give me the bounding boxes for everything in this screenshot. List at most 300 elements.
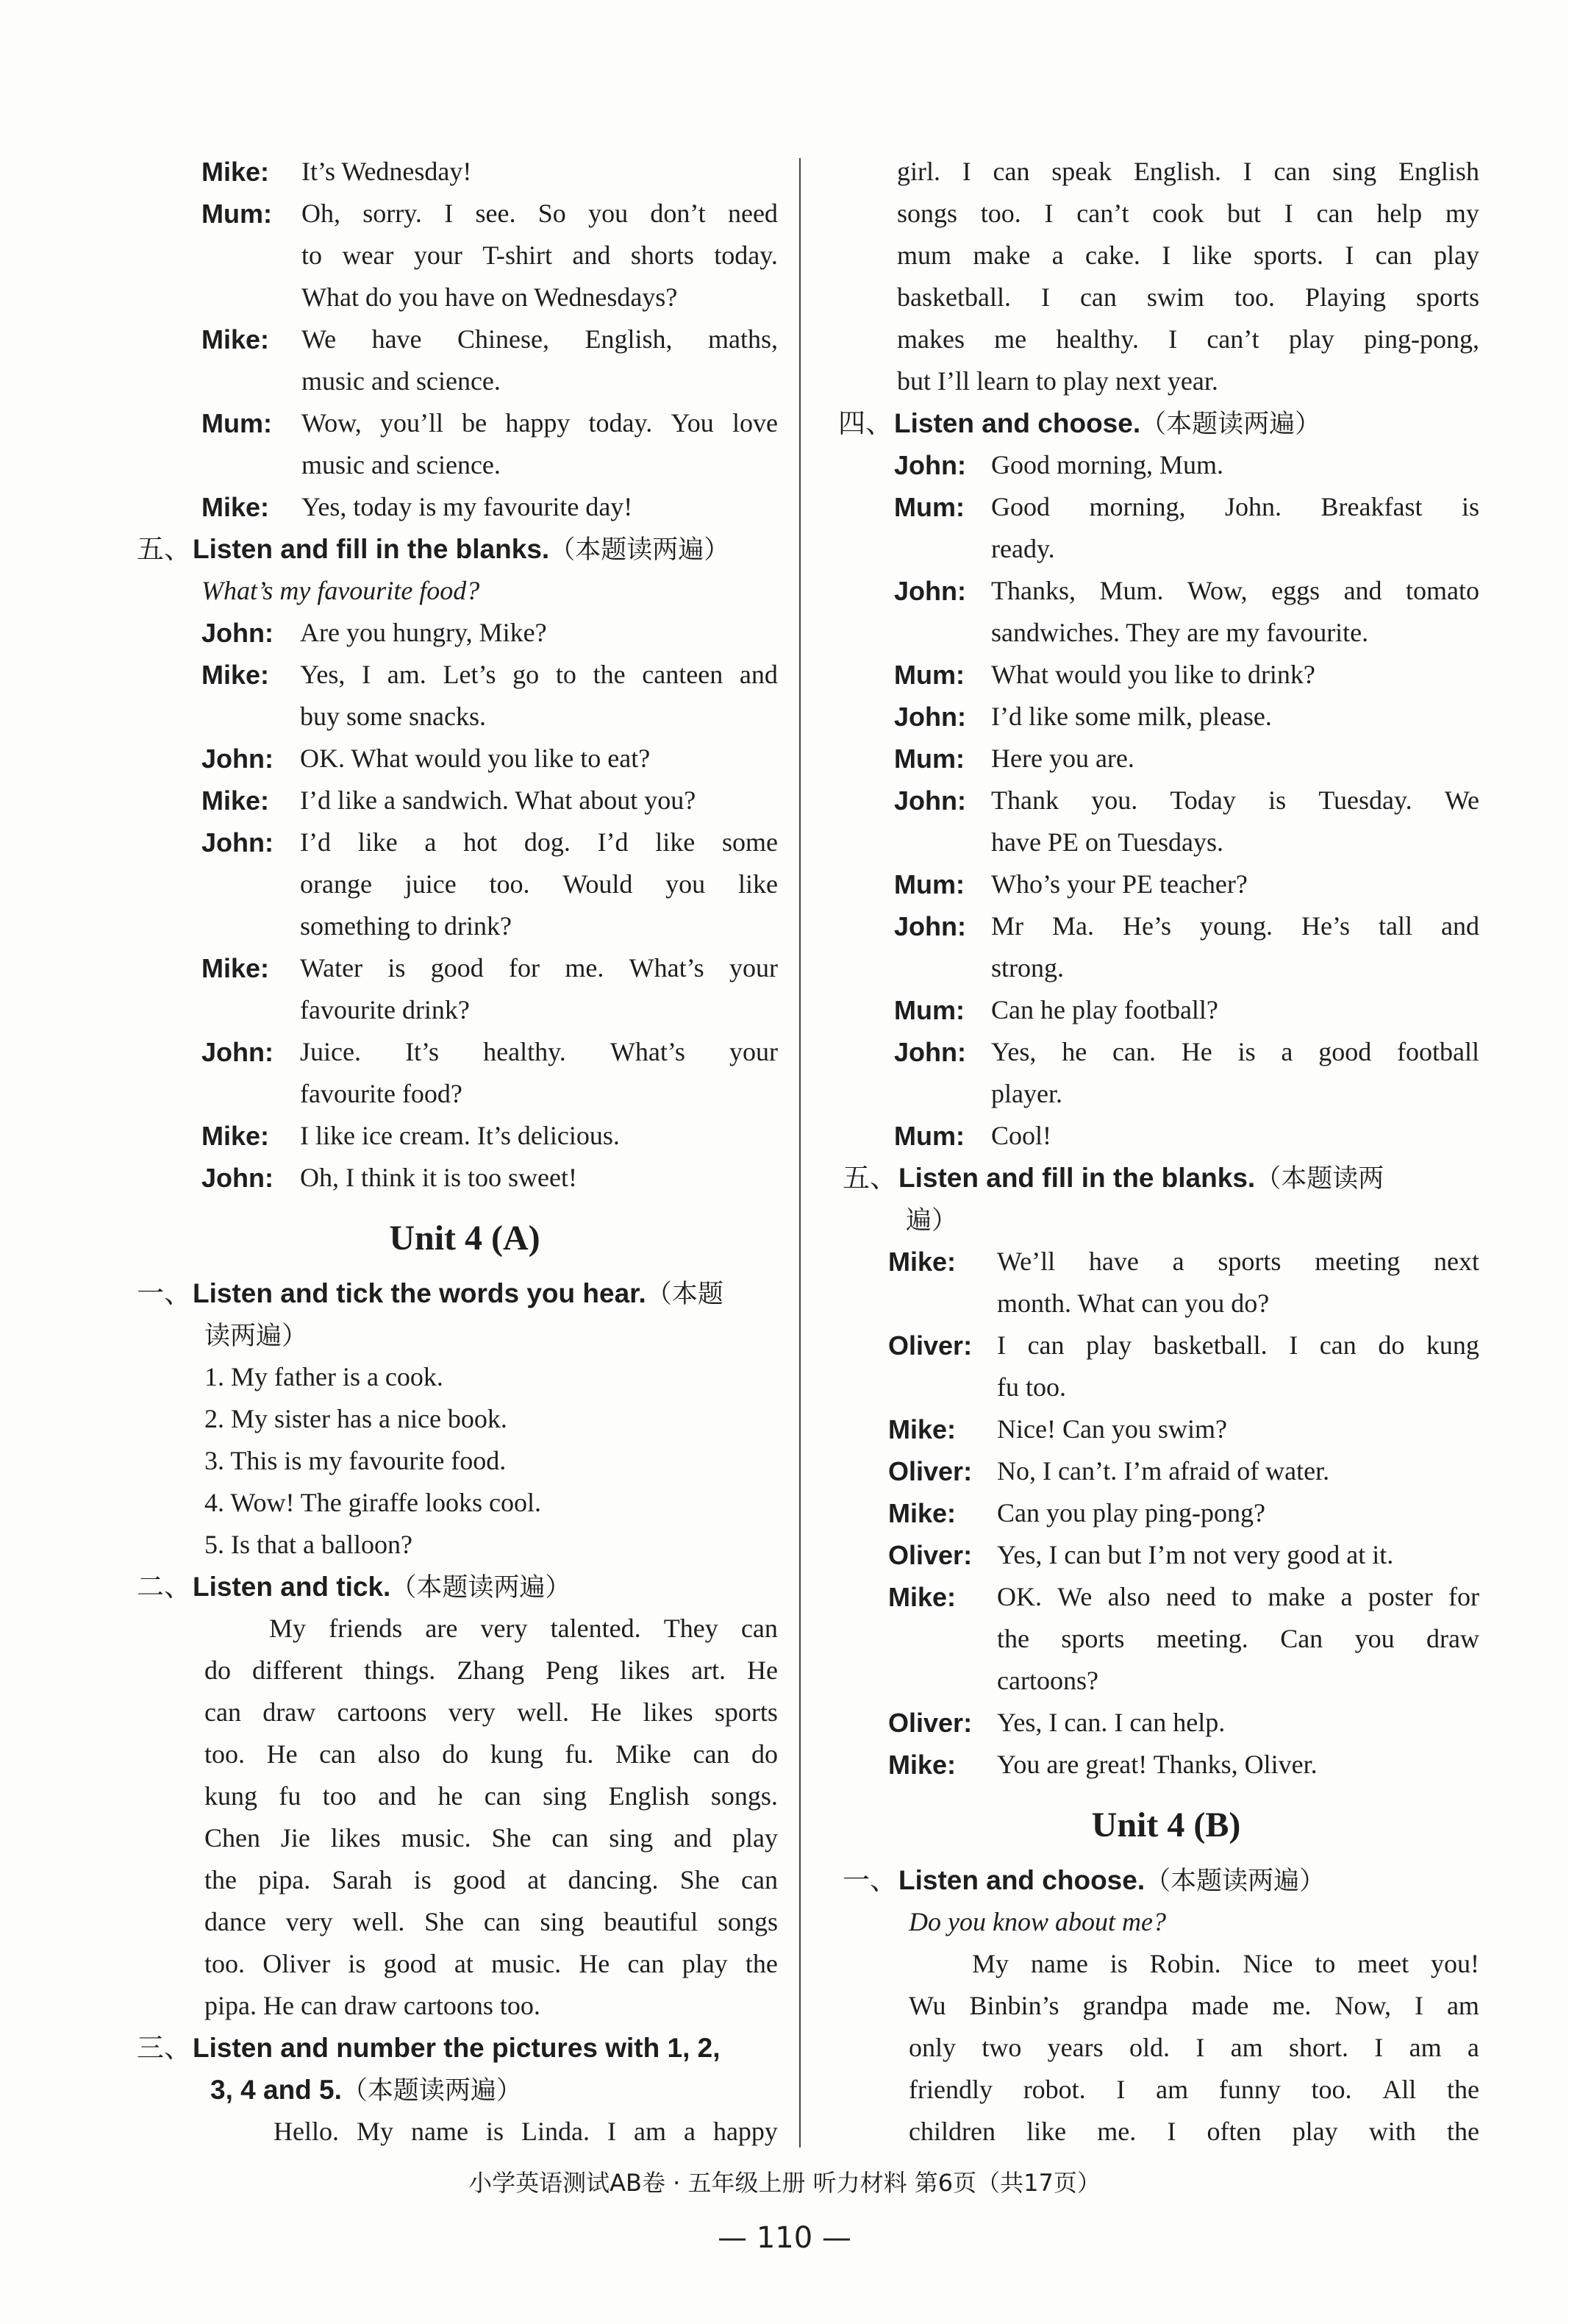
word: morning, [1089,492,1186,521]
speaker-text [997,1702,1479,1744]
word: hot [463,827,498,857]
word: good [1318,1037,1372,1066]
word: today. [714,240,778,270]
section-heading [137,1566,778,1608]
section-title: Listen and choose. [894,408,1141,438]
speaker-name [888,1576,997,1702]
speaker-text [300,612,778,654]
word: Binbin’s [969,1991,1059,2020]
speech-line [991,1031,1479,1073]
word: Let’s [443,660,496,689]
speech-line: something to drink? [300,911,512,941]
speaker-label: Mum [201,408,263,438]
speaker-name [201,947,300,1031]
section-heading-continued [838,1199,1479,1241]
speaker-colon: : [260,324,270,354]
word: can’t [1076,199,1129,228]
word: sing [609,1823,654,1853]
word: can’t [1207,324,1259,354]
speaker-label: Mike [201,492,261,522]
dialogue-line [137,318,778,402]
word: too. [980,199,1021,228]
speaker-label: Mike [201,953,261,983]
dialogue-line [838,570,1479,654]
speaker-colon: : [963,1708,973,1738]
speaker-colon: : [263,408,272,438]
speaker-label: Mike [201,324,261,354]
word: makes [897,324,965,354]
speaker-colon: : [260,492,270,522]
section-title: Listen and tick the words you hear. [193,1278,646,1308]
speaker-name [201,193,301,318]
word: music. [491,1949,562,1978]
section-note: （本题读两遍） [549,535,730,565]
word: We [1444,785,1479,815]
word: songs [717,1907,778,1936]
dialogue-line [838,863,1479,905]
paragraph-line [838,318,1479,360]
speech-line [997,1618,1479,1660]
word: We [1057,1582,1093,1611]
word: can [1079,282,1117,312]
word: play [732,1823,778,1853]
word: music. [401,1823,471,1853]
word: sports [1415,282,1479,312]
word: My [269,1614,307,1643]
word: years [1047,2033,1104,2062]
dialogue-line [838,654,1479,696]
word: can [693,1739,730,1769]
speaker-name [201,318,301,402]
dialogue-line [137,1031,778,1115]
speech-line [991,570,1479,612]
word: Playing [1304,282,1386,312]
word: happy [505,408,571,438]
speaker-colon: : [263,199,272,229]
word: Mike [615,1739,671,1769]
word: I [1284,199,1293,228]
word: the [1447,2075,1479,2104]
word: is [387,953,406,983]
word: you [665,869,706,899]
word: Tuesday. [1318,785,1412,815]
speaker-text [997,1534,1479,1576]
speech-line: Yes, I can. I can help. [997,1708,1226,1737]
word: can [1273,157,1311,186]
word: I [1243,157,1252,186]
dialogue-line [838,1115,1479,1157]
speaker-label: Mum [894,744,956,774]
speech-line: Good morning, Mum. [991,450,1224,480]
speaker-text [300,780,778,821]
word: I’d [597,827,629,857]
word: songs [897,199,958,228]
word: and [739,660,778,689]
speaker-text [991,1115,1479,1157]
speaker-text [301,486,778,528]
speaker-name [894,1115,991,1157]
speaker-name [201,612,300,654]
section-number: 五、 [843,1162,897,1194]
dialogue-line [838,1450,1479,1492]
speaker-colon: : [957,911,966,941]
speaker-name [894,738,991,780]
speech-line: I like ice cream. It’s delicious. [300,1121,620,1150]
word: She [491,1823,532,1853]
word: have [371,324,422,354]
speech-line: It’s Wednesday! [301,157,472,186]
word: a [1467,2033,1479,2062]
dialogue-line [137,821,778,947]
section-heading [838,402,1479,444]
word: So [537,199,566,228]
right-column [838,151,1479,2153]
speaker-colon: : [265,827,274,858]
dialogue-line [137,780,778,821]
word: football [1397,1037,1479,1066]
speaker-text [300,1157,778,1199]
speaker-label: John [201,618,265,648]
speaker-name [888,1325,997,1408]
word: John. [1225,492,1282,521]
word: He [590,1697,622,1727]
word: different [251,1655,343,1685]
speaker-text [997,1576,1479,1702]
word: ping-pong, [1363,324,1479,354]
speaker-label: John [894,576,957,606]
word: at [454,1949,473,1978]
speaker-text [300,947,778,1031]
word: do [442,1739,469,1769]
word: too. [204,1739,246,1769]
word: eggs [1271,576,1320,605]
word: is [1109,1949,1128,1978]
paragraph-line [838,235,1479,277]
speaker-text [991,863,1479,905]
word: They [663,1614,718,1643]
speech-line: I’d like some milk, please. [991,702,1272,731]
speaker-colon: : [265,744,274,774]
word: the [745,1949,778,1978]
word: I [1414,1991,1423,2020]
word: Thank [991,785,1059,815]
speech-line: fu too. [997,1372,1066,1402]
word: sports [714,1697,778,1727]
word: OK. [997,1582,1042,1611]
word: name [411,2117,468,2146]
word: to [1315,1949,1336,1978]
word: friendly [909,2075,993,2104]
word: am [1409,2033,1442,2062]
word: my [1445,199,1479,228]
paragraph-line [838,2111,1479,2153]
speech-line [301,235,778,277]
word: can [741,1865,778,1895]
word: for [1448,1582,1479,1611]
list-item: 1. My father is a cook. [204,1362,443,1391]
word: I [1162,240,1171,270]
speaker-text [300,821,778,947]
speech-line [300,947,778,989]
paragraph-line [137,1859,778,1901]
word: I [1167,2117,1176,2146]
word: likes [643,1697,693,1727]
speaker-text [997,1408,1479,1450]
word: like [1192,240,1232,270]
speech-line: Who’s your PE teacher? [991,869,1248,899]
word: and [673,1823,712,1853]
word: am. [387,660,426,689]
speech-line: buy some snacks. [300,702,486,731]
word: He [266,1739,298,1769]
word: kung [1426,1330,1479,1360]
dialogue-line [137,402,778,486]
speaker-label: Oliver [888,1330,964,1361]
word: only [909,2033,957,2062]
speaker-text [300,738,778,780]
section-title: 3, 4 and 5. [210,2075,342,2105]
dialogue-line [838,1325,1479,1408]
section-number: 三、 [137,2032,191,2064]
word: can [551,1823,589,1853]
word: Juice. [300,1037,361,1066]
word: fu. [565,1739,594,1769]
word: sports [1218,1247,1282,1276]
word: a [1340,1582,1353,1611]
word: basketball. [1153,1330,1268,1360]
word: Hello. [274,2117,339,2146]
word: is [1268,785,1287,815]
speaker-colon: : [963,1330,973,1361]
speaker-name [201,654,300,738]
dialogue-line [838,989,1479,1031]
word: I [997,1330,1006,1360]
word: grandpa [1082,1991,1168,2020]
speaker-name [894,444,991,486]
word: Zhang [457,1655,525,1685]
footer-book-info: 小学英语测试AB卷 · 五年级上册 听力材料 第6页（共17页） [468,2169,1101,2197]
word: Chen [204,1823,260,1853]
speaker-label: Mum [201,199,263,229]
word: draw [1426,1624,1479,1653]
speaker-text [300,1031,778,1115]
speech-line [301,193,778,235]
speaker-colon: : [957,450,966,480]
speaker-name [201,402,301,486]
word: Nice [1243,1949,1293,1978]
word: name [1030,1949,1088,1978]
speech-line [300,821,778,863]
speaker-label: Mike [888,1750,948,1780]
paragraph-line [838,193,1479,235]
speaker-text [997,1241,1479,1325]
word: see. [475,199,516,228]
word: can [1319,1330,1357,1360]
column-divider [799,158,801,2147]
speaker-name [201,738,300,780]
speaker-name [894,780,991,863]
speaker-colon: : [957,702,966,732]
speech-line [991,486,1479,528]
speaker-name [888,1492,997,1534]
word: swim [1146,282,1204,312]
speaker-label: Mike [201,785,261,816]
speaker-name [894,1031,991,1115]
speech-line: Cool! [991,1121,1052,1150]
paragraph-line [137,1817,778,1859]
speech-line [997,1325,1479,1366]
paragraph-line [838,277,1479,318]
word: She [424,1907,465,1936]
word: He [747,1655,778,1685]
word: Now, [1334,1991,1391,2020]
paragraph-line [838,1985,1479,2027]
dialogue-line [838,696,1479,738]
word: too. [1234,282,1275,312]
speaker-label: Oliver [888,1456,964,1486]
word: have [1088,1247,1139,1276]
speaker-colon: : [956,660,965,690]
word: basketball. [897,282,1011,312]
dialogue-line [838,1534,1479,1576]
word: and [378,1781,417,1811]
word: a [1172,1247,1184,1276]
word: a [1281,1037,1293,1066]
word: me. [565,953,604,983]
word: English [1398,157,1479,186]
word: dancing. [568,1865,659,1895]
speech-line: Can you play ping-pong? [997,1498,1265,1528]
word: make [1268,1582,1326,1611]
word: My [356,2117,393,2146]
speaker-label: John [894,702,957,732]
speaker-label: John [894,450,957,480]
word: sing [540,1907,585,1936]
dialogue-line [838,905,1479,989]
word: is [413,1865,432,1895]
word: Thanks, [991,576,1076,605]
word: too. [1311,2075,1352,2104]
speech-line: No, I can’t. I’m afraid of water. [997,1456,1330,1486]
word: healthy. [1056,324,1139,354]
word: also [1107,1582,1151,1611]
speaker-colon: : [956,492,965,522]
speaker-name [888,1408,997,1450]
section-note: （本题 [646,1280,723,1309]
speaker-colon: : [947,1498,957,1528]
section-title: Listen and choose. [898,1865,1146,1895]
word: I [1345,240,1354,270]
word: He’s [1301,911,1350,941]
word: meeting [1315,1247,1401,1276]
word: very [480,1614,528,1643]
word: speak [1051,157,1112,186]
speaker-colon: : [265,1037,274,1067]
word: can [484,1781,521,1811]
section-note: （本题读两遍） [390,1573,571,1603]
speaker-colon: : [947,1750,957,1780]
speaker-name [201,1157,300,1199]
speaker-name [888,1702,997,1744]
word: Peng [546,1655,599,1685]
speech-line: ready. [991,534,1055,563]
dialogue-line [137,1157,778,1199]
section-heading-continued [137,2069,778,2111]
word: can [1027,1330,1065,1360]
word: I [1044,199,1054,228]
speaker-text [991,905,1479,989]
word: be [462,408,487,438]
word: do [204,1655,231,1685]
speaker-name [201,1031,300,1115]
word: My [972,1949,1009,1978]
section-subtitle: Do you know about me? [909,1907,1166,1936]
speech-line: What would you like to drink? [991,660,1315,689]
section-heading [137,1272,778,1314]
word: I [1168,324,1178,354]
word: Oliver [262,1949,331,1978]
word: Yes, [300,660,346,689]
dialogue-line [137,654,778,738]
paragraph-line [137,1692,778,1733]
section-note: （本题读两遍） [1140,410,1321,439]
unit-heading: Unit 4 (B) [1091,1806,1241,1844]
word: the [204,1865,237,1895]
word: but [1227,199,1262,228]
list-item: 2. My sister has a nice book. [204,1404,507,1433]
word: art. [691,1655,726,1685]
word: play [1086,1330,1132,1360]
speaker-label: Mum [894,1121,956,1151]
word: happy [712,2117,778,2146]
word: Robin. [1149,1949,1221,1978]
speech-line: Oh, I think it is too sweet! [300,1163,577,1192]
speaker-label: John [201,1037,265,1067]
speaker-colon: : [260,785,270,816]
speaker-colon: : [963,1540,973,1570]
word: All [1382,2075,1417,2104]
speaker-text [991,1031,1479,1115]
speech-line [300,1031,778,1073]
word: some [721,827,778,857]
speaker-label: Oliver [888,1708,964,1738]
word: meeting. [1156,1624,1248,1653]
word: don’t [650,199,706,228]
word: cake. [1085,240,1140,270]
section-heading [843,1859,1479,1901]
word: draw [262,1697,316,1727]
word: to [301,240,323,270]
speaker-name [201,486,301,528]
speaker-text [991,654,1479,696]
word: Yes, [991,1037,1037,1066]
word: a [683,2117,696,2146]
speaker-label: Mum [894,492,956,522]
speaker-text [301,318,778,402]
word: shorts [630,240,694,270]
speaker-name [888,1241,997,1325]
speech-line: have PE on Tuesdays. [991,827,1224,857]
speaker-colon: : [265,618,274,648]
dialogue-line [838,486,1479,570]
list-item: 5. Is that a balloon? [204,1530,412,1559]
list-item: 3. This is my favourite food. [204,1446,507,1475]
speaker-colon: : [260,1121,270,1151]
word: too. [489,869,530,899]
paragraph-line [137,1650,778,1692]
speaker-text [997,1325,1479,1408]
dialogue-line [838,1744,1479,1786]
